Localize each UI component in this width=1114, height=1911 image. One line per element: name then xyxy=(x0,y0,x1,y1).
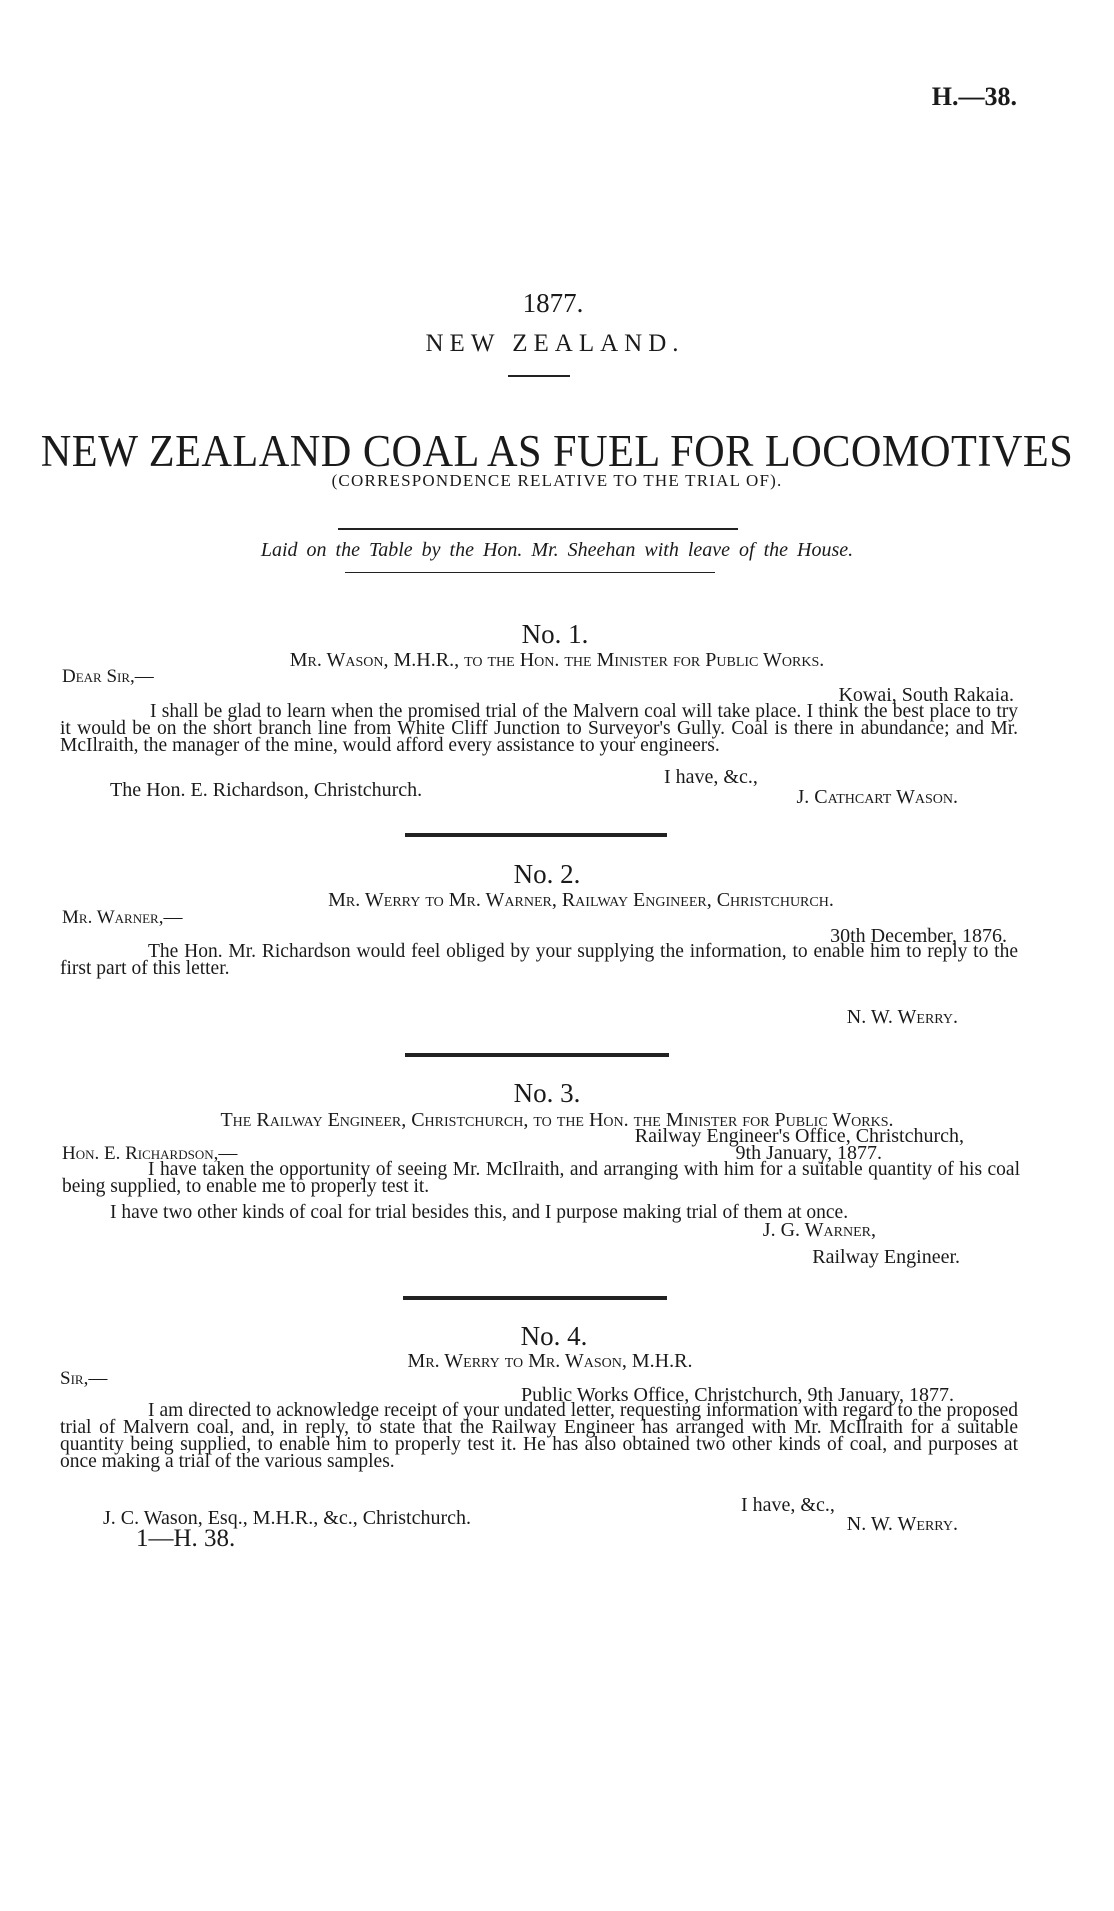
salutation: Hon. E. Richardson,— xyxy=(62,1143,238,1164)
letter-body: I shall be glad to learn when the promised trial of the Malvern coal will take place. I think the best place to try it would be on the short branch line from White Cliff Junction to Surveyor's Gully. Coal is there in abundance; and Mr. McIlraith, the manager of the mine, would afford every assistance to your engineers. xyxy=(60,701,1018,756)
letter-heading: Mr. Wason, M.H.R., to the Hon. the Minister for Public Works. xyxy=(289,649,825,671)
section-divider xyxy=(405,833,667,837)
laid-on-table-note: Laid on the Table by the Hon. Mr. Sheehan with leave of the House. xyxy=(260,539,854,561)
section-divider xyxy=(405,1053,669,1057)
letter-heading: Mr. Werry to Mr. Warner, Railway Engineer, Christchurch. xyxy=(328,889,834,911)
letter-number: No. 2. xyxy=(513,859,581,889)
signature: J. Cathcart Wason. xyxy=(796,786,958,808)
letter-body-2: I have two other kinds of coal for trial besides this, and I purpose making trial of them at once. xyxy=(110,1202,849,1223)
closing: I have, &c., xyxy=(664,766,758,788)
letter-body: I am directed to acknowledge receipt of your undated letter, requesting information with regard to the proposed trial of Malvern coal, and, in reply, to state that the Railway Engineer has arranged with Mr. McIlraith for a suitable quantity being supplied, to enable him to properly test it. He has also obtained two other kinds of coal, and purposes at once making a trial of the various samples. xyxy=(60,1400,1018,1472)
letter-number: No. 1. xyxy=(521,619,589,649)
year: 1877. xyxy=(522,288,584,318)
signature: N. W. Werry. xyxy=(846,1513,958,1535)
addressee: The Hon. E. Richardson, Christchurch. xyxy=(110,779,423,801)
title-divider-short xyxy=(508,375,570,377)
section-divider xyxy=(403,1296,667,1300)
letter-number: No. 4. xyxy=(520,1321,588,1351)
signature-title: Railway Engineer. xyxy=(812,1246,960,1268)
place-date: Kowai, South Rakaia. xyxy=(838,684,1014,706)
country: NEW ZEALAND. xyxy=(425,330,685,357)
page-reference: H.—38. xyxy=(931,82,1017,111)
salutation: Mr. Warner,— xyxy=(62,907,183,928)
place-date: 30th December, 1876. xyxy=(830,925,1007,947)
document-subtitle: (CORRESPONDENCE RELATIVE TO THE TRIAL OF). xyxy=(331,471,783,490)
letter-heading: The Railway Engineer, Christchurch, to the Hon. the Minister for Public Works. xyxy=(220,1109,894,1131)
addressee: J. C. Wason, Esq., M.H.R., &c., Christchurch. xyxy=(103,1507,472,1529)
sheet-reference: 1—H. 38. xyxy=(136,1525,236,1552)
signature: N. W. Werry. xyxy=(846,1006,958,1028)
letter-body: I have taken the opportunity of seeing Mr. McIlraith, and arranging with him for a suitable quantity of his coal being supplied, to enable me to properly test it. xyxy=(62,1159,1020,1197)
laid-rule-top xyxy=(338,528,738,530)
place-date: Public Works Office, Christchurch, 9th January, 1877. xyxy=(521,1384,954,1406)
closing: I have, &c., xyxy=(741,1494,835,1516)
letter-number: No. 3. xyxy=(513,1078,581,1108)
signature: J. G. Warner, xyxy=(762,1219,876,1241)
letter-body: The Hon. Mr. Richardson would feel obliged by your supplying the information, to enable him to reply to the first part of this letter. xyxy=(60,941,1018,979)
letter-heading: Mr. Werry to Mr. Wason, M.H.R. xyxy=(407,1350,693,1372)
salutation: Dear Sir,— xyxy=(62,666,154,687)
date: 9th January, 1877. xyxy=(735,1142,882,1164)
laid-rule-bottom xyxy=(345,572,715,573)
salutation: Sir,— xyxy=(60,1368,108,1389)
place: Railway Engineer's Office, Christchurch, xyxy=(634,1125,964,1147)
document-title: NEW ZEALAND COAL AS FUEL FOR LOCOMOTIVES xyxy=(40,426,1074,476)
